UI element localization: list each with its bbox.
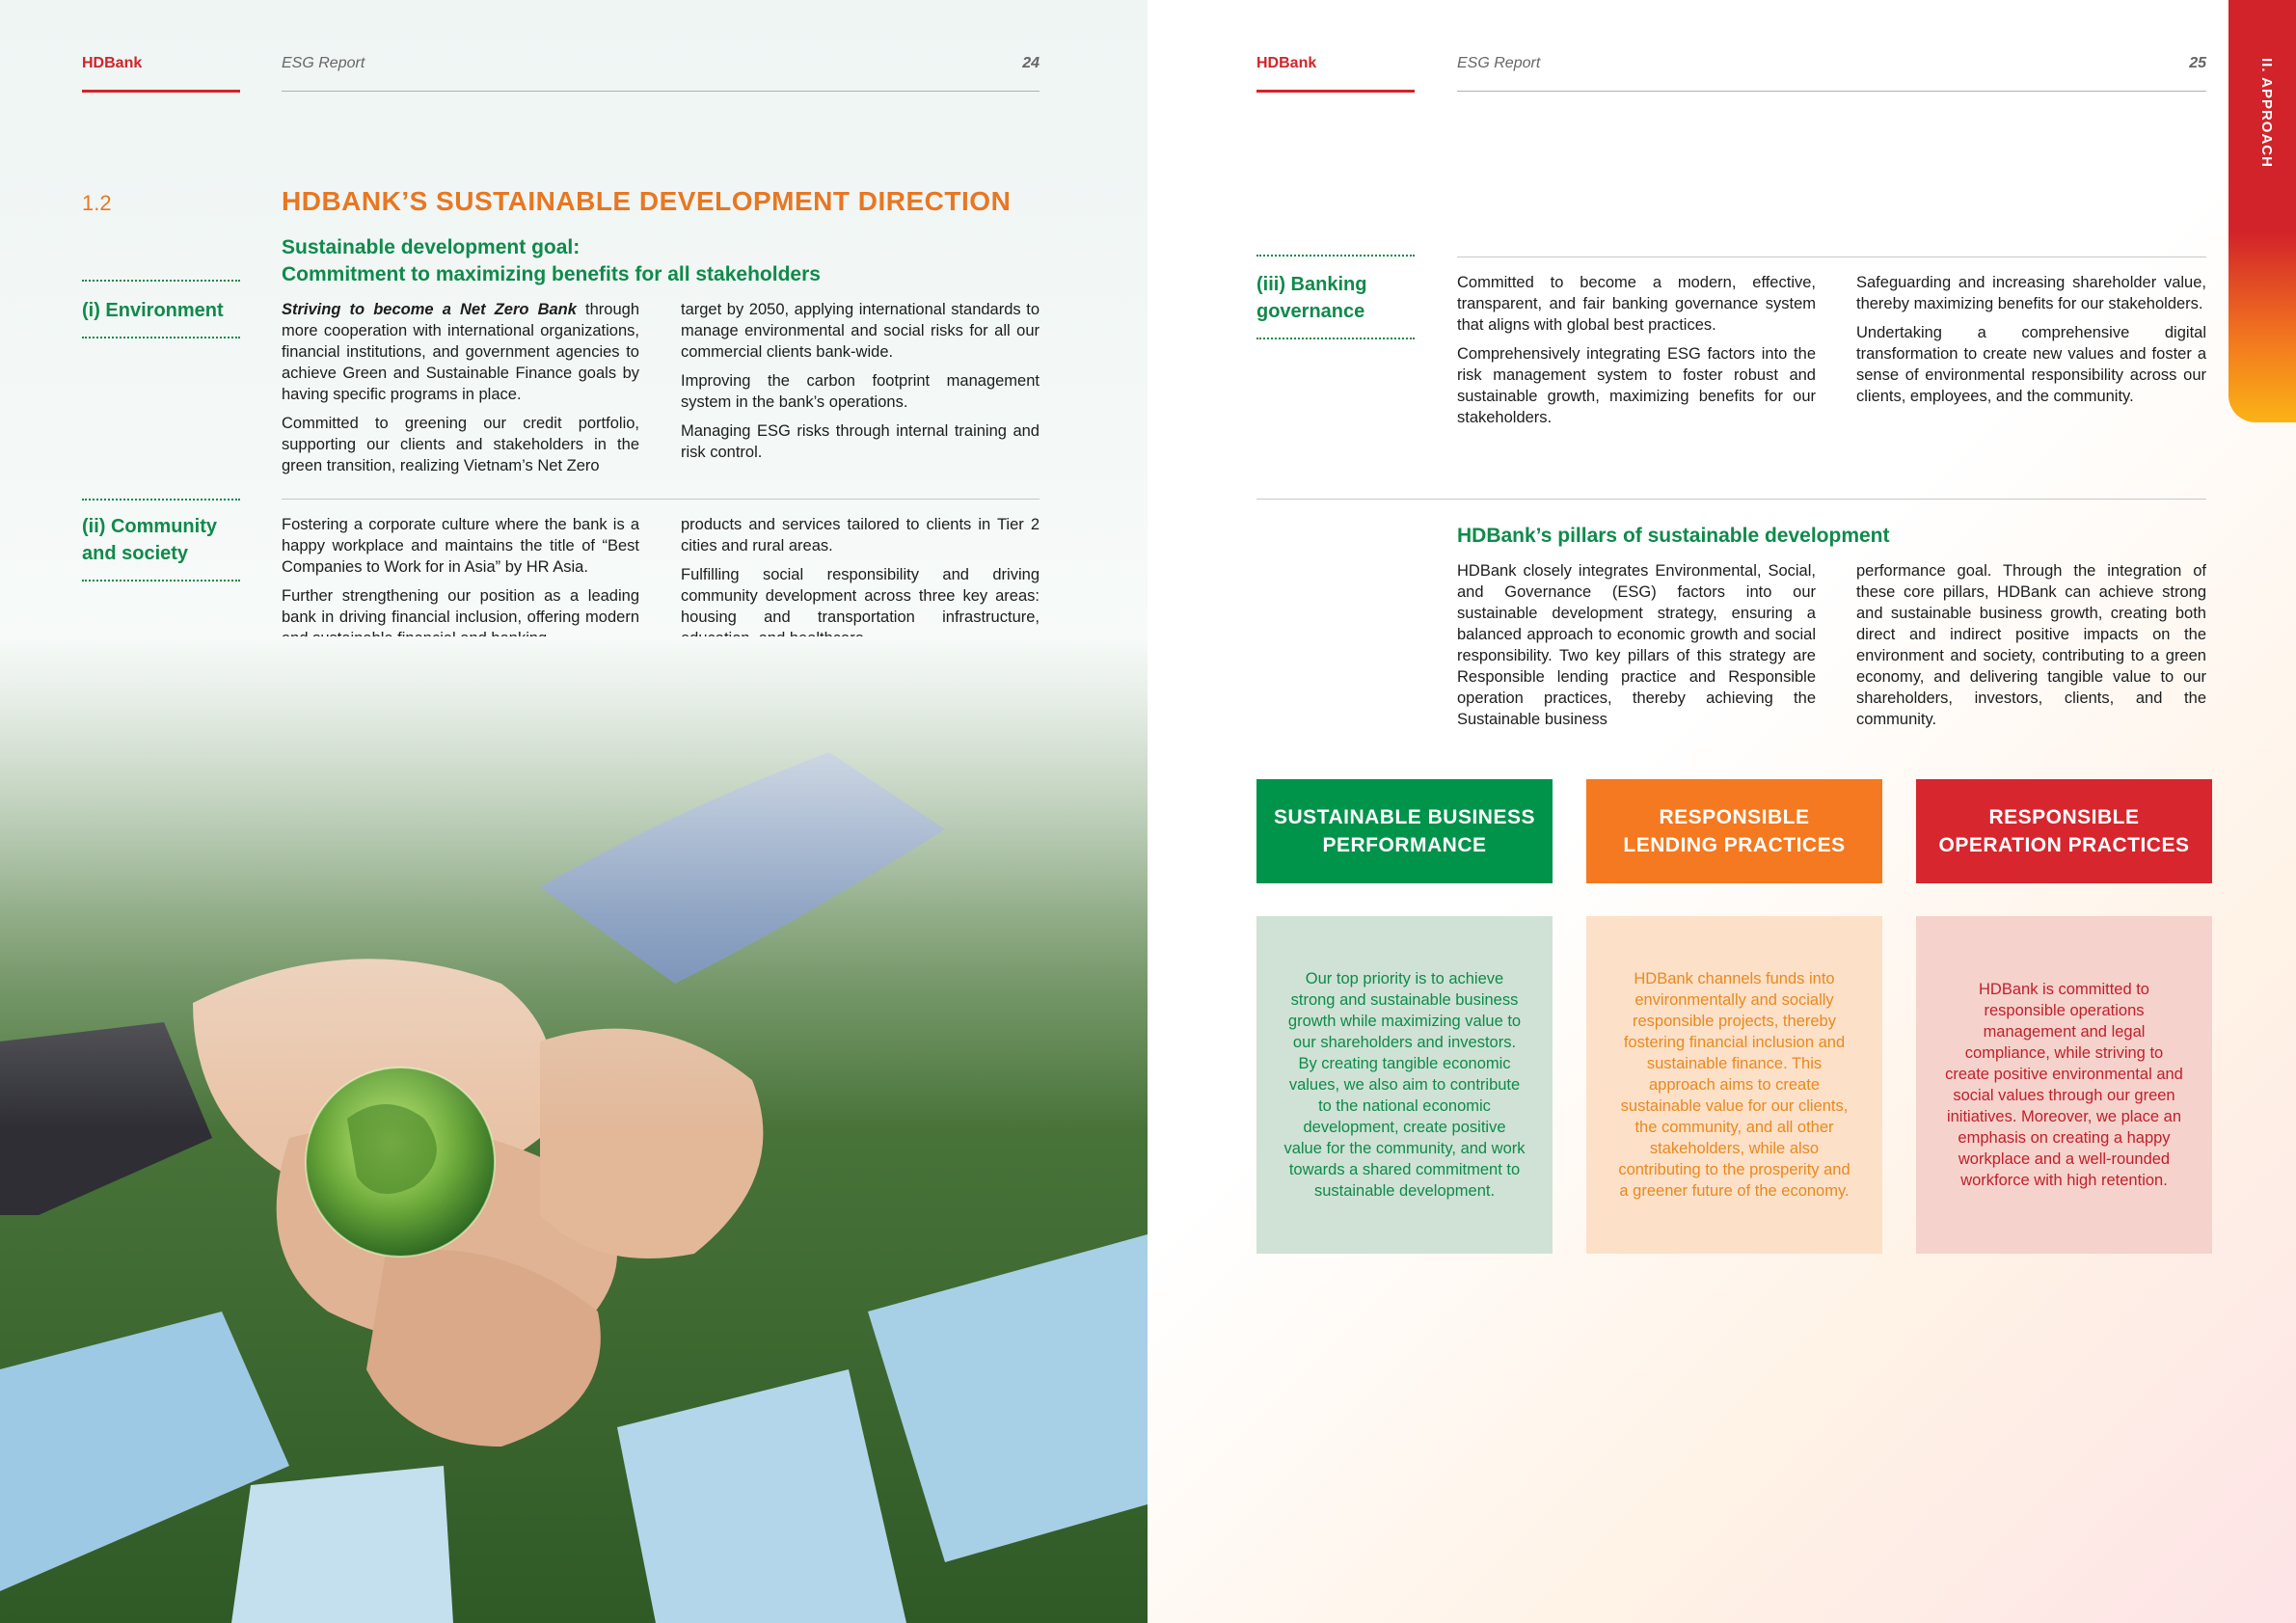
community-label-line2: and society (82, 543, 189, 564)
pillar-title-line2: OPERATION PRACTICES (1938, 834, 2190, 856)
header-rule-grey (1457, 91, 2206, 92)
goal-heading-line2: Commitment to maximizing benefits for all stakeholders (282, 263, 821, 285)
community-col2-p2: Fulfilling social responsibility and driving community development across three key areas: housing and transportation infrastructure, (681, 566, 1040, 626)
community-col2-p1: products and services tailored to clients in Tier 2 cities and rural areas. (681, 516, 1040, 555)
governance-col2-p2: Undertaking a comprehensive digital transformation to create new values and foster a sense of environmental responsibility across our clients, employees, and the community. (1856, 324, 2206, 405)
pillar-body-text: HDBank channels funds into environmentally and socially responsible projects, thereby fostering financial inclusion and sustainable finance. This approach aims to create sustainable value for our clients, the community, and all other stakeholders, while also contributing to the prosperity and a greener future of the economy. (1618, 970, 1850, 1200)
pillar-card-body-lending (1586, 916, 1882, 1254)
header-rule-grey (282, 91, 1040, 92)
dotted-divider (82, 499, 240, 500)
report-title: ESG Report (282, 55, 365, 71)
pillar-title-line1: SUSTAINABLE BUSINESS (1274, 806, 1535, 828)
environment-col2-p2: Improving the carbon footprint management system in the bank’s operations. (681, 372, 1040, 411)
community-col2 (681, 514, 1040, 657)
section-number: 1.2 (82, 191, 112, 215)
dotted-divider (82, 337, 240, 338)
community-label-line1: (ii) Community (82, 516, 217, 537)
pillar-title-line1: RESPONSIBLE (1659, 806, 1810, 828)
environment-col2 (681, 299, 1040, 471)
section-title: HDBANK’S SUSTAINABLE DEVELOPMENT DIRECTION (282, 186, 1012, 216)
report-title: ESG Report (1457, 55, 1541, 71)
page-number: 24 (1022, 55, 1040, 71)
community-col1-p1: Fostering a corporate culture where the bank is a happy workplace and maintains the title of “Best Companies to Work for in Asia” by HR Asia. (282, 516, 639, 576)
environment-col2-p1: target by 2050, applying international standards to manage environmental and social risks for all our commercial clients bank-wide. (681, 301, 1040, 361)
section-divider (1256, 499, 2206, 500)
environment-col1 (282, 299, 639, 484)
dotted-divider (82, 280, 240, 282)
pillar-body-text: HDBank is committed to responsible operations management and legal compliance, while striving to create positive environmental and social values through our green initiatives. Moreover, we place an emphasis on creating a happy workplace and a well-rounded workforce with high retention. (1945, 981, 2183, 1189)
community-col1-p2: Further strengthening our position as a leading bank in driving financial inclusion, offering modern (282, 587, 639, 626)
pillar-card-body-operation (1916, 916, 2212, 1254)
environment-label: (i) Environment (82, 300, 224, 321)
header-rule-red (1256, 90, 1415, 93)
pillar-title-line2: PERFORMANCE (1322, 834, 1487, 856)
side-tab-label: II. APPROACH (2258, 58, 2275, 168)
pillar-title-line2: LENDING PRACTICES (1623, 834, 1846, 856)
pillar-card-body-business (1256, 916, 1553, 1254)
community-col1 (282, 514, 639, 657)
hands-globe-illustration (0, 636, 1148, 1623)
pillars-col1: HDBank closely integrates Environmental, Social, and Governance (ESG) factors into our sustainable development strategy, ensuring a balanced approach to economic growth and social responsibility. Two key pillars of this strategy are Responsible lending practice and Responsible operation practices, thereby achieving the Sustainable business (1457, 562, 1816, 728)
environment-col2-p3: Managing ESG risks through internal training and risk control. (681, 422, 1040, 461)
section-divider (282, 499, 1040, 500)
hdbank-logo: HDBank (82, 55, 143, 71)
pillar-title-line1: RESPONSIBLE (1988, 806, 2140, 828)
dotted-divider (1256, 255, 1415, 257)
pillar-card-title-lending (1586, 779, 1882, 883)
environment-col1-p1: through more cooperation with international organizations, financial institutions, and government agencies to achieve Green and Sustainable Finance goals by having specific programs in place. (282, 301, 639, 403)
environment-col1-p2: Committed to greening our credit portfolio, supporting our clients and stakeholders in the green transition, realizing Vietnam’s Net Zero (282, 415, 639, 474)
right-page (1148, 0, 2296, 1623)
pillar-card-title-business (1256, 779, 1553, 883)
governance-col1-p1: Committed to become a modern, effective, transparent, and fair banking governance system that aligns with global best practices. (1457, 274, 1816, 334)
pillar-card-title-operation (1916, 779, 2212, 883)
dotted-divider (1256, 338, 1415, 339)
governance-label-line1: (iii) Banking (1256, 274, 1367, 295)
governance-col1-p2: Comprehensively integrating ESG factors into the risk management system to foster robust and sustainable growth, maximizing benefits for our stakeholders. (1457, 345, 1816, 426)
governance-col2 (1856, 272, 2206, 415)
governance-col1 (1457, 272, 1816, 436)
dotted-divider (82, 580, 240, 582)
pillars-col2: performance goal. Through the integration of these core pillars, HDBank can achieve strong and sustainable business growth, creating both direct and indirect positive impacts on the environment and society, contributing to a green economy, and delivering tangible value to our shareholders, investors, clients, and the community. (1856, 562, 2206, 728)
hdbank-logo: HDBank (1256, 55, 1317, 71)
goal-heading-line1: Sustainable development goal: (282, 236, 581, 258)
governance-label-line2: governance (1256, 301, 1365, 322)
pillar-body-text: Our top priority is to achieve strong and sustainable business growth while maximizing value to our shareholders and investors. By creating tangible economic values, we also aim to contribute to the national economic development, create positive value for the community, and work towards a shared commitment to sustainable development. (1283, 970, 1526, 1200)
net-zero-lead: Striving to become a Net Zero Bank (282, 301, 577, 318)
page-number: 25 (2189, 55, 2206, 71)
pillars-heading: HDBank’s pillars of sustainable development (1457, 525, 1890, 547)
governance-col2-p1: Safeguarding and increasing shareholder value, thereby maximizing benefits for our stakeholders. (1856, 274, 2206, 312)
hands-globe-photo (0, 636, 1148, 1623)
header-rule-red (82, 90, 240, 93)
